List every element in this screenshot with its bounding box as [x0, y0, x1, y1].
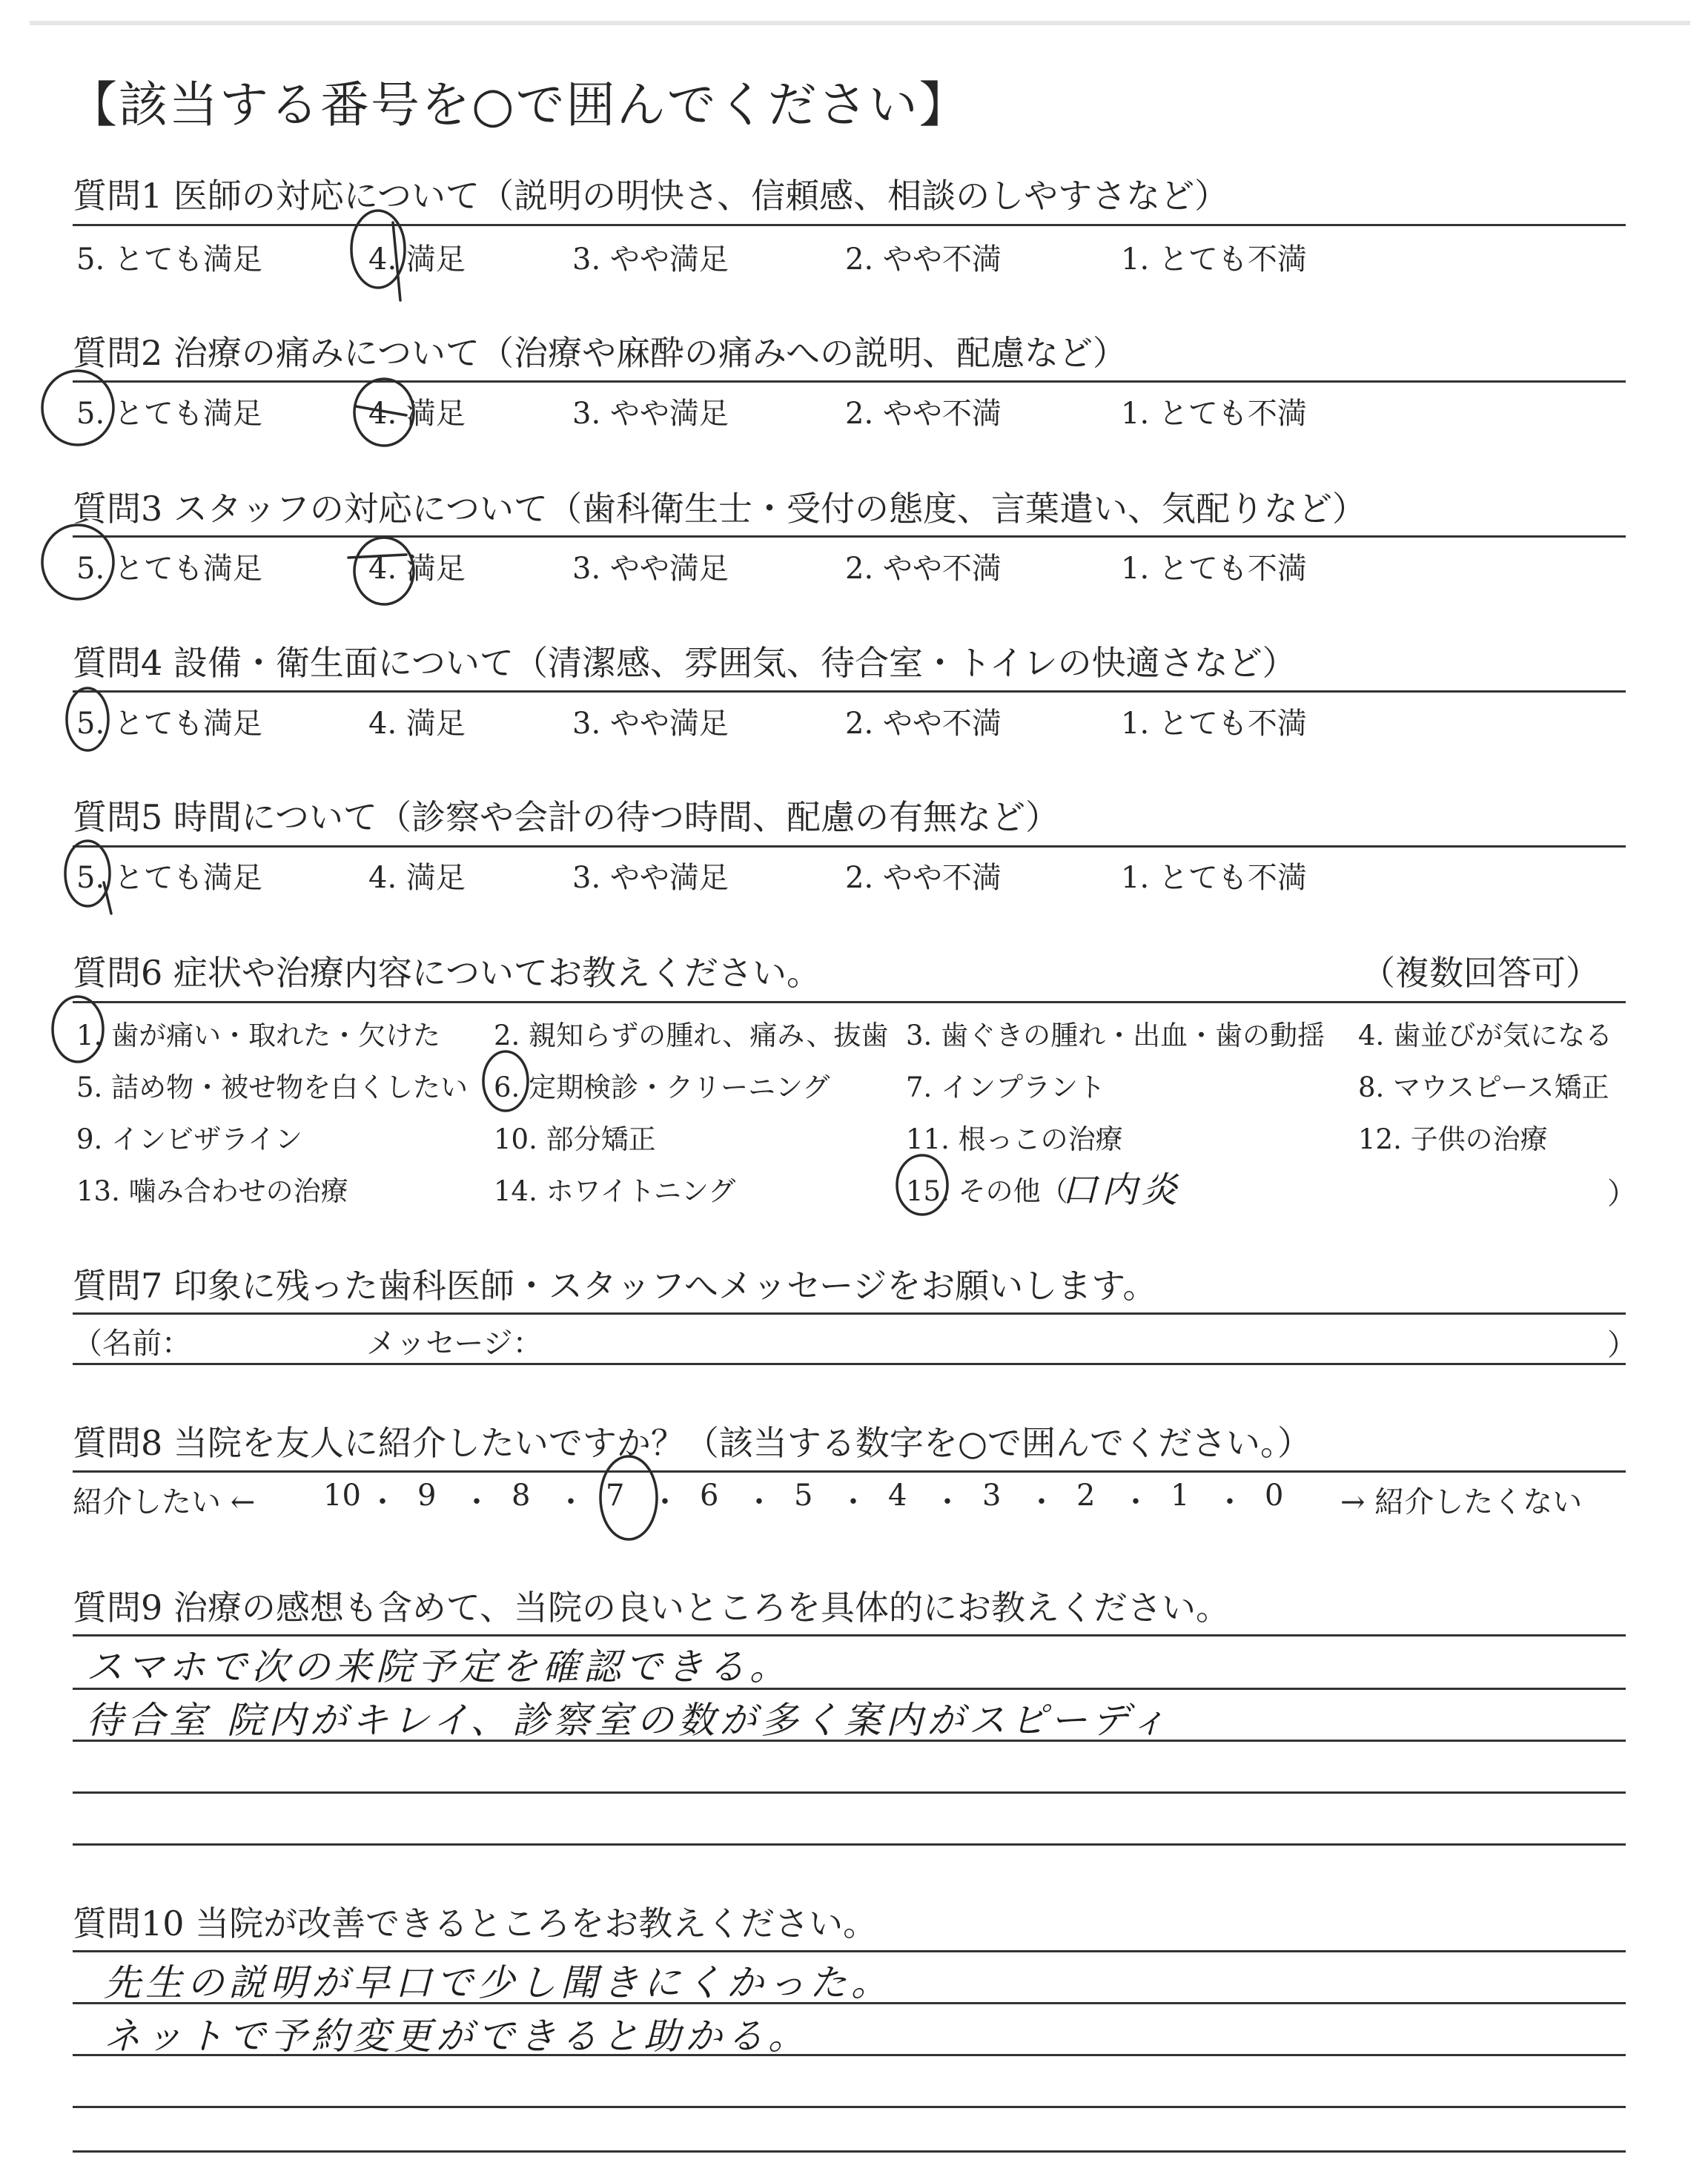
- q10-answer-line-2: ネットで予約変更ができると助かる。: [104, 2015, 810, 2058]
- q8-scale-separator: ・: [838, 1485, 868, 1519]
- q8-scale-separator: ・: [744, 1485, 774, 1519]
- q1-option-5[interactable]: 5. とても満足: [76, 242, 262, 277]
- q8-scale-separator: ・: [1027, 1485, 1056, 1519]
- q4-option-1[interactable]: 1. とても不満: [1121, 707, 1307, 741]
- q9-answer-line-2: 待合室 院内がキレイ、診察室の数が多く案内がスピーディ: [86, 1699, 1172, 1742]
- question-6-rule: [73, 1001, 1626, 1003]
- q8-scale-separator: ・: [1215, 1485, 1245, 1519]
- question-10-rule-5: [73, 2150, 1626, 2153]
- q8-scale-value-3[interactable]: 3: [982, 1479, 1002, 1513]
- q1-option-2[interactable]: 2. やや不満: [845, 242, 1002, 277]
- q8-scale-separator: ・: [462, 1485, 491, 1519]
- q7-message-label: メッセージ：: [366, 1327, 543, 1361]
- q6-option-11[interactable]: 11. 根っこの治療: [906, 1123, 1123, 1155]
- question-10-heading: 質問10 当院が改善できるところをお教えください。: [73, 1903, 878, 1943]
- q3-option-2[interactable]: 2. やや不満: [845, 552, 1002, 586]
- q6-option-1[interactable]: 1. 歯が痛い・取れた・欠けた: [76, 1020, 441, 1051]
- q4-option-5[interactable]: 5. とても満足: [76, 707, 262, 741]
- q6-option-12[interactable]: 12. 子供の治療: [1358, 1123, 1548, 1155]
- question-5-rule: [73, 845, 1626, 848]
- q3-option-4[interactable]: 4. 満足: [368, 552, 466, 586]
- question-9-heading: 質問9 治療の感想も含めて、当院の良いところを具体的にお教えください。: [73, 1588, 1230, 1628]
- q8-scale-value-5[interactable]: 5: [794, 1479, 813, 1513]
- q6-option-4[interactable]: 4. 歯並びが気になる: [1358, 1020, 1613, 1051]
- question-10-rule-1: [73, 1950, 1626, 1952]
- question-7-rule: [73, 1312, 1626, 1315]
- q2-option-1[interactable]: 1. とても不満: [1121, 397, 1307, 431]
- q8-scale-value-1[interactable]: 1: [1171, 1479, 1190, 1513]
- q6-option-13[interactable]: 13. 噛み合わせの治療: [76, 1175, 348, 1207]
- question-5-heading: 質問5 時間について（診察や会計の待つ時間、配慮の有無など）: [73, 797, 1059, 837]
- question-4-rule: [73, 690, 1626, 693]
- question-3-rule: [73, 535, 1626, 538]
- question-4-heading: 質問4 設備・衛生面について（清潔感、雰囲気、待合室・トイレの快適さなど）: [73, 643, 1297, 683]
- q1-option-4[interactable]: 4. 満足: [368, 242, 466, 277]
- q8-scale-value-8[interactable]: 8: [512, 1479, 531, 1513]
- q8-scale-value-4[interactable]: 4: [888, 1479, 907, 1513]
- q6-option-6[interactable]: 6. 定期検診・クリーニング: [494, 1071, 830, 1103]
- q3-option-5[interactable]: 5. とても満足: [76, 552, 262, 586]
- q8-right-label: → 紹介したくない: [1340, 1485, 1583, 1519]
- q6-option-15[interactable]: 15. その他（: [906, 1175, 1068, 1207]
- q8-scale-value-2[interactable]: 2: [1076, 1479, 1096, 1513]
- q6-other-answer: 口内炎: [1062, 1169, 1182, 1211]
- q8-scale-separator: ・: [933, 1485, 962, 1519]
- question-3-heading: 質問3 スタッフの対応について（歯科衛生士・受付の態度、言葉遣い、気配りなど）: [73, 489, 1366, 529]
- question-10-rule-2: [73, 2002, 1626, 2004]
- q1-option-3[interactable]: 3. やや満足: [572, 242, 729, 277]
- q3-option-3[interactable]: 3. やや満足: [572, 552, 729, 586]
- q2-option-2[interactable]: 2. やや不満: [845, 397, 1002, 431]
- q6-option-7[interactable]: 7. インプラント: [906, 1071, 1106, 1103]
- q4-option-3[interactable]: 3. やや満足: [572, 707, 729, 741]
- q5-option-4[interactable]: 4. 満足: [368, 861, 466, 895]
- q10-answer-line-1: 先生の説明が早口で少し聞きにくかった。: [104, 1961, 893, 2004]
- q8-scale-separator: ・: [368, 1485, 397, 1519]
- q6-option-14[interactable]: 14. ホワイトニング: [494, 1175, 736, 1207]
- q6-option-3[interactable]: 3. 歯ぐきの腫れ・出血・歯の動揺: [906, 1020, 1325, 1051]
- q8-scale-separator: ・: [650, 1485, 680, 1519]
- question-10-rule-3: [73, 2054, 1626, 2056]
- q7-name-label: （名前：: [73, 1327, 191, 1361]
- q5-option-1[interactable]: 1. とても不満: [1121, 861, 1307, 895]
- q8-scale-separator: ・: [1121, 1485, 1151, 1519]
- q1-option-1[interactable]: 1. とても不満: [1121, 242, 1307, 277]
- q6-option-8[interactable]: 8. マウスピース矯正: [1358, 1071, 1609, 1103]
- question-9-rule-1: [73, 1634, 1626, 1636]
- q9-answer-line-1: スマホで次の来院予定を確認できる。: [86, 1645, 791, 1688]
- question-9-rule-3: [73, 1740, 1626, 1742]
- question-6-heading: 質問6 症状や治療内容についてお教えください。: [73, 953, 821, 993]
- q2-option-5[interactable]: 5. とても満足: [76, 397, 262, 431]
- q8-scale-value-6[interactable]: 6: [700, 1479, 719, 1513]
- q8-left-label: 紹介したい ←: [73, 1485, 256, 1519]
- q2-option-4[interactable]: 4. 満足: [368, 397, 466, 431]
- q4-option-4[interactable]: 4. 満足: [368, 707, 466, 741]
- q2-option-3[interactable]: 3. やや満足: [572, 397, 729, 431]
- question-8-rule: [73, 1470, 1626, 1473]
- q8-scale-value-0[interactable]: 0: [1265, 1479, 1284, 1513]
- q8-scale-value-10[interactable]: 10: [323, 1479, 361, 1513]
- q6-option-5[interactable]: 5. 詰め物・被せ物を白くしたい: [76, 1071, 469, 1103]
- q6-option-2[interactable]: 2. 親知らずの腫れ、痛み、抜歯: [494, 1020, 889, 1051]
- scan-edge: [30, 21, 1690, 25]
- question-1-rule: [73, 224, 1626, 226]
- q7-close-paren: ）: [1607, 1328, 1637, 1362]
- q5-option-5[interactable]: 5. とても満足: [76, 861, 262, 895]
- question-2-rule: [73, 380, 1626, 383]
- question-8-heading: 質問8 当院を友人に紹介したいですか？（該当する数字を○で囲んでください。）: [73, 1423, 1312, 1463]
- question-9-rule-4: [73, 1791, 1626, 1794]
- question-9-rule-2: [73, 1688, 1626, 1690]
- question-2-heading: 質問2 治療の痛みについて（治療や麻酔の痛みへの説明、配慮など）: [73, 333, 1128, 373]
- question-1-heading: 質問1 医師の対応について（説明の明快さ、信頼感、相談のしやすさなど）: [73, 176, 1229, 216]
- q4-option-2[interactable]: 2. やや不満: [845, 707, 1002, 741]
- question-6-note: （複数回答可）: [1361, 953, 1600, 993]
- q6-option-9[interactable]: 9. インビザライン: [76, 1123, 302, 1155]
- question-10-rule-4: [73, 2106, 1626, 2108]
- q6-option-10[interactable]: 10. 部分矯正: [494, 1123, 656, 1155]
- q5-option-3[interactable]: 3. やや満足: [572, 861, 729, 895]
- form-title: 【該当する番号を○で囲んでください】: [68, 76, 970, 133]
- q3-option-1[interactable]: 1. とても不満: [1121, 552, 1307, 586]
- q8-scale-separator: ・: [556, 1485, 586, 1519]
- q5-option-2[interactable]: 2. やや不満: [845, 861, 1002, 895]
- question-9-rule-5: [73, 1843, 1626, 1846]
- q6-other-close-paren: ）: [1607, 1177, 1637, 1211]
- q8-scale-value-7[interactable]: 7: [606, 1479, 625, 1513]
- question-7-heading: 質問7 印象に残った歯科医師・スタッフへメッセージをお願いします。: [73, 1266, 1157, 1306]
- q8-scale-value-9[interactable]: 9: [417, 1479, 437, 1513]
- question-7-answer-rule: [73, 1363, 1626, 1365]
